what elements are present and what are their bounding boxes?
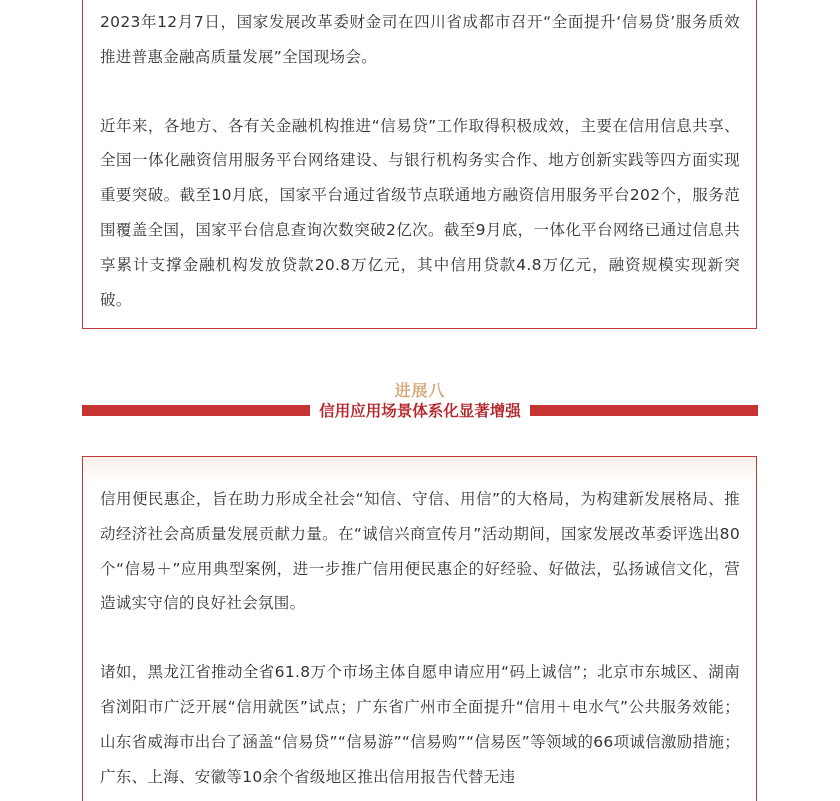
section-header [82, 378, 758, 424]
section-number: 进展八 [394, 381, 446, 400]
divider-bar-left [82, 405, 310, 416]
paragraph: 2023年12月7日，国家发展改革委财金司在四川省成都市召开“全面提升‘信易贷’服务质效 推进普惠金融高质量发展”全国现场会。 [100, 13, 740, 66]
card-body [100, 5, 740, 317]
card-body [100, 482, 740, 794]
paragraph: 近年来，各地方、各有关金融机构推进“信易贷”工作取得积极成效，主要在信用信息共享、全国一体化融资信用服务平台网络建设、与银行机构务实合作、地方创新实践等四方面实现重要突破。截至10月底，国家平台通过省级节点联通地方融资信用服务平台202个，服务范围覆盖全国，国家平台信息查询次数突破2亿次。截至9月底，一体化平台网络已通过信息共享累计支撑金融机构发放贷款20.8万亿元，其中信用贷款4.8万亿元，融资规模实现新突破。 [100, 116, 740, 309]
content-card-top [82, 0, 757, 329]
divider-bar-right [530, 405, 758, 416]
content-card-bottom [82, 456, 757, 801]
section-title: 信用应用场景体系化显著增强 [310, 401, 530, 421]
paragraph: 诸如，黑龙江省推动全省61.8万个市场主体自愿申请应用“码上诚信”；北京市东城区、湖南省浏阳市广泛开展“信用就医”试点；广东省广州市全面提升“信用＋电水气”公共服务效能；山东省威海市出台了涵盖“信易贷”“信易游”“信易购”“信易医”等领域的66项诚信激励措施；广东、上海、安徽等10余个省级地区推出信用报告代替无违 [100, 663, 740, 786]
paragraph: 信用便民惠企，旨在助力形成全社会“知信、守信、用信”的大格局，为构建新发展格局、推动经济社会高质量发展贡献力量。在“诚信兴商宣传月”活动期间，国家发展改革委评选出80个“信易＋”应用典型案例，进一步推广信用便民惠企的好经验、好做法，弘扬诚信文化，营造诚实守信的良好社会氛围。 [100, 490, 740, 613]
